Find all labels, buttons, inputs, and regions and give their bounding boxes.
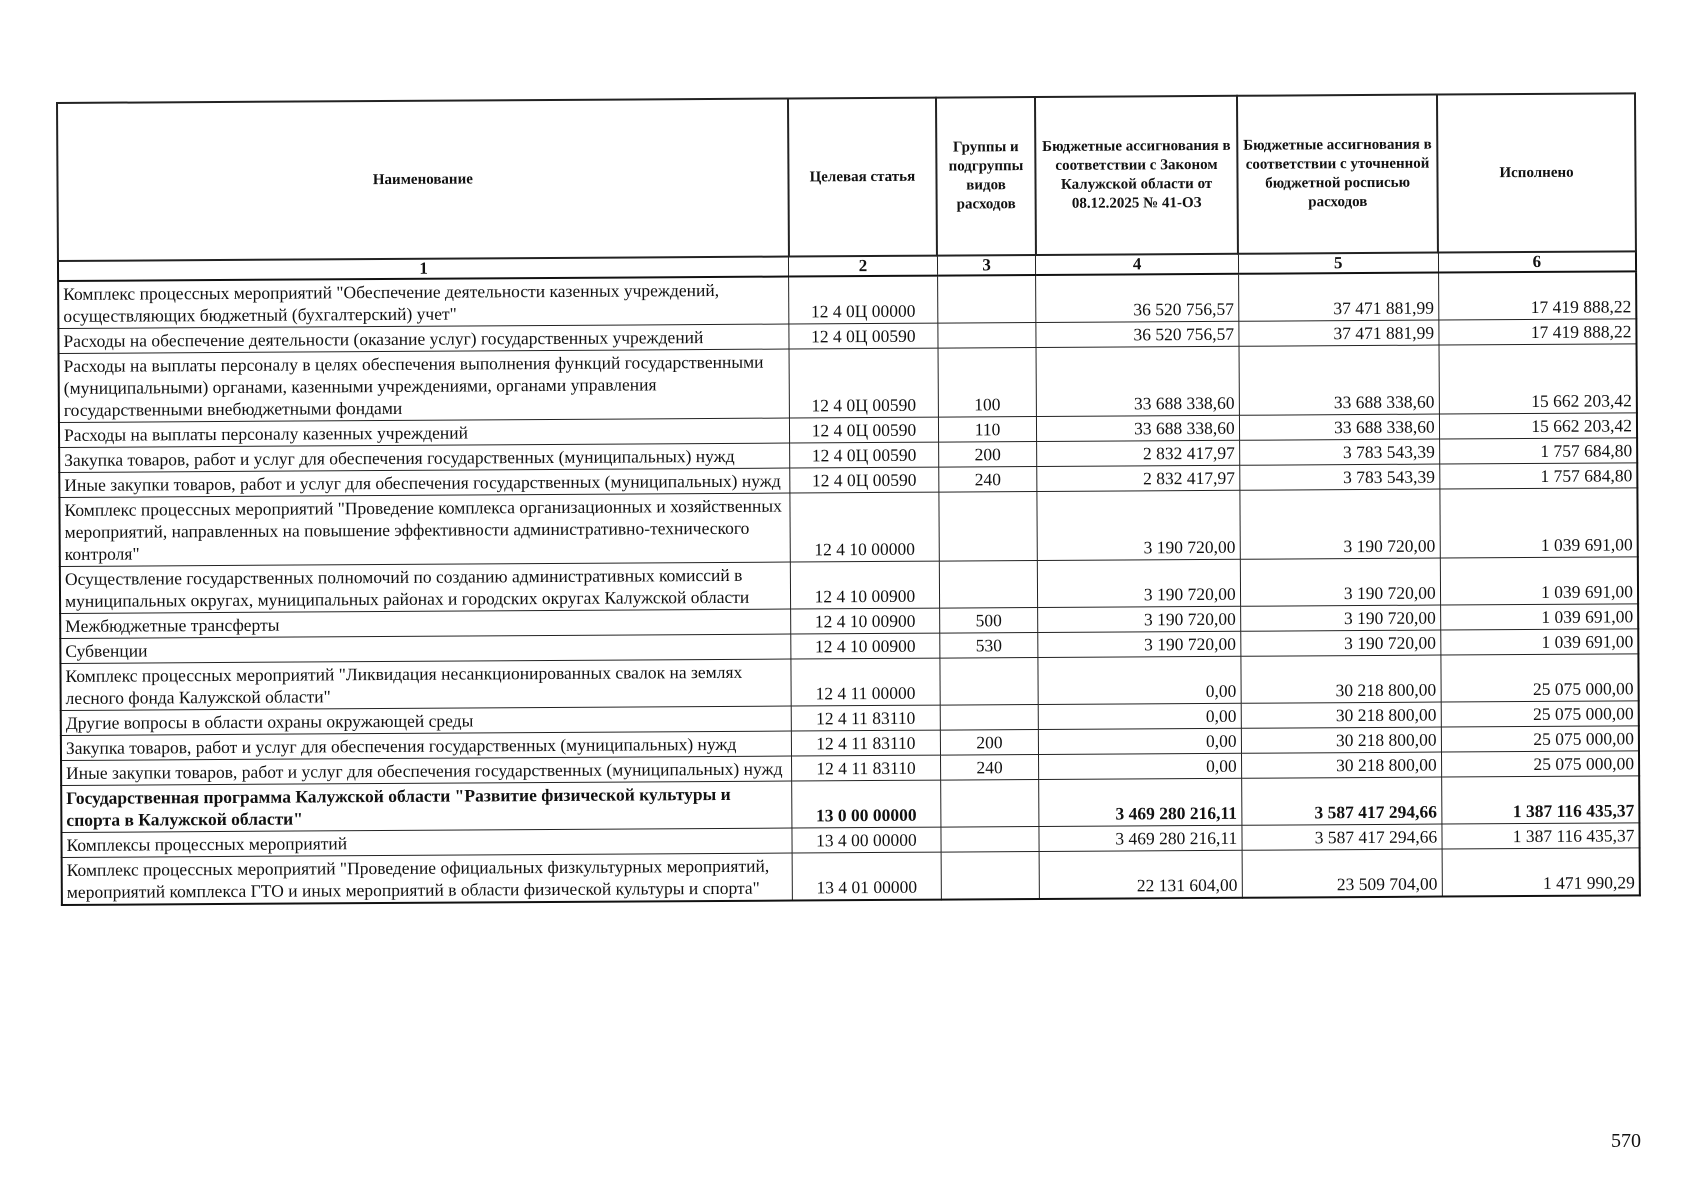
row-expense-group [937,323,1036,349]
row-name: Комплекс процессных мероприятий "Проведение официальных физкультурных мероприятий, мероприятий комплекса ГТО и иных мероприятий в области физической культуры и спорта" [62,853,793,905]
row-expense-group [939,561,1038,609]
column-number: 1 [58,257,789,281]
row-refined-allocation: 37 471 881,99 [1239,320,1439,346]
row-law-allocation: 36 520 756,57 [1036,274,1238,323]
row-law-allocation: 0,00 [1039,753,1241,779]
row-target-article: 12 4 11 83110 [792,730,940,756]
row-executed: 25 075 000,00 [1441,654,1639,702]
column-number: 3 [937,255,1036,276]
row-target-article: 12 4 10 00900 [791,633,939,659]
row-refined-allocation: 30 218 800,00 [1241,655,1441,703]
row-expense-group: 530 [939,633,1038,659]
row-expense-group: 110 [938,417,1037,443]
row-name: Государственная программа Калужской области "Развитие физической культуры и спорта в Калужской области" [61,781,792,832]
row-name: Комплексы процессных мероприятий [61,828,792,857]
row-expense-group [940,780,1039,828]
row-law-allocation: 33 688 338,60 [1037,415,1239,441]
row-name: Другие вопросы в области охраны окружающей среды [61,706,792,735]
row-refined-allocation: 3 783 543,39 [1239,439,1439,465]
row-refined-allocation: 3 587 417 294,66 [1241,777,1441,825]
row-target-article: 12 4 11 83110 [792,755,940,781]
row-expense-group [940,658,1039,706]
row-executed: 25 075 000,00 [1441,701,1639,727]
row-name: Комплекс процессных мероприятий "Обеспечение деятельности казенных учреждений, осуществляющих бюджетный (бухгалтерский) учет" [58,277,789,329]
row-executed: 15 662 203,42 [1439,413,1637,439]
row-law-allocation: 2 832 417,97 [1037,465,1239,491]
row-law-allocation: 0,00 [1039,728,1241,754]
row-expense-group [938,492,1037,562]
table-row [59,488,1637,567]
header-target-article: Целевая статья [788,98,937,257]
column-number: 4 [1036,254,1238,275]
row-refined-allocation: 3 190 720,00 [1240,630,1440,656]
row-executed: 1 039 691,00 [1440,604,1638,630]
row-refined-allocation: 3 190 720,00 [1240,489,1440,559]
column-number: 2 [789,256,937,277]
table-row [62,848,1640,905]
row-expense-group: 200 [940,730,1039,756]
row-executed: 17 419 888,22 [1438,271,1636,320]
row-name: Межбюджетные трансферты [60,609,791,638]
row-expense-group: 500 [939,608,1038,634]
row-name: Комплекс процессных мероприятий "Ликвидация несанкционированных свалок на землях лесного фонда Калужской области" [60,659,791,710]
row-refined-allocation: 33 688 338,60 [1239,414,1439,440]
row-target-article: 12 4 10 00900 [791,608,939,634]
row-law-allocation: 3 190 720,00 [1038,631,1240,657]
row-name: Закупка товаров, работ и услуг для обеспечения государственных (муниципальных) нужд [61,731,792,760]
row-law-allocation: 3 469 280 216,11 [1039,825,1241,851]
row-target-article: 12 4 0Ц 00590 [789,323,937,349]
row-expense-group: 100 [938,348,1037,418]
row-expense-group [940,705,1039,731]
row-law-allocation: 33 688 338,60 [1037,346,1240,416]
row-law-allocation: 3 190 720,00 [1037,490,1240,560]
row-target-article: 13 0 00 00000 [792,780,941,828]
row-law-allocation: 0,00 [1039,703,1241,729]
row-law-allocation: 2 832 417,97 [1037,440,1239,466]
row-target-article: 13 4 01 00000 [792,852,941,900]
table-row [59,344,1637,423]
row-expense-group [937,275,1036,323]
row-executed: 1 387 116 435,37 [1442,823,1640,849]
row-executed: 1 039 691,00 [1440,557,1638,605]
row-executed: 1 039 691,00 [1440,629,1638,655]
column-number: 6 [1438,251,1636,272]
row-name: Иные закупки товаров, работ и услуг для обеспечения государственных (муниципальных) нужд [59,468,790,497]
row-name: Комплекс процессных мероприятий "Проведение комплекса организационных и хозяйственных мероприятий, направленных на повышение эффективности административно-технического контроля" [59,493,790,566]
row-refined-allocation: 30 218 800,00 [1241,727,1441,753]
row-law-allocation: 3 190 720,00 [1038,606,1240,632]
row-executed: 1 471 990,29 [1442,848,1640,897]
row-refined-allocation: 23 509 704,00 [1242,849,1442,898]
header-law-allocations: Бюджетные ассигнования в соответствии с Законом Калужской области от 08.12.2025 № 41-ОЗ [1035,96,1238,255]
row-executed: 1 757 684,80 [1439,438,1637,464]
row-executed: 1 757 684,80 [1439,463,1637,489]
page-number: 570 [1611,1130,1641,1152]
row-target-article: 12 4 10 00900 [791,561,940,609]
header-name: Наименование [57,99,789,261]
row-refined-allocation: 3 783 543,39 [1239,464,1439,490]
header-row [57,93,1636,261]
row-executed: 25 075 000,00 [1441,751,1639,777]
row-target-article: 13 4 00 00000 [792,827,940,853]
row-refined-allocation: 30 218 800,00 [1241,752,1441,778]
header-executed: Исполнено [1437,93,1636,252]
column-number: 5 [1238,253,1438,274]
row-refined-allocation: 33 688 338,60 [1239,345,1439,415]
row-target-article: 12 4 0Ц 00590 [790,442,938,468]
row-executed: 1 039 691,00 [1440,488,1638,558]
row-name: Расходы на выплаты персоналу казенных учреждений [59,418,790,447]
row-executed: 15 662 203,42 [1439,344,1637,414]
row-refined-allocation: 37 471 881,99 [1238,273,1438,322]
row-expense-group [941,827,1040,853]
row-name: Закупка товаров, работ и услуг для обеспечения государственных (муниципальных) нужд [59,443,790,472]
header-expense-groups: Группы и подгруппы видов расходов [936,97,1036,256]
row-law-allocation: 3 469 280 216,11 [1039,778,1241,826]
row-expense-group: 240 [940,755,1039,781]
row-law-allocation: 0,00 [1038,656,1240,704]
row-executed: 1 387 116 435,37 [1441,776,1639,824]
row-target-article: 12 4 10 00000 [790,492,939,562]
row-refined-allocation: 3 587 417 294,66 [1242,824,1442,850]
row-target-article: 12 4 0Ц 00590 [790,417,938,443]
row-expense-group [941,852,1040,900]
row-expense-group: 240 [938,467,1037,493]
budget-table [56,92,1641,906]
row-refined-allocation: 30 218 800,00 [1241,702,1441,728]
row-name: Расходы на обеспечение деятельности (оказание услуг) государственных учреждений [58,324,789,353]
row-executed: 25 075 000,00 [1441,726,1639,752]
row-target-article: 12 4 11 00000 [791,658,940,706]
row-refined-allocation: 3 190 720,00 [1240,558,1440,606]
row-name: Субвенции [60,634,791,663]
row-law-allocation: 36 520 756,57 [1036,321,1238,347]
row-executed: 17 419 888,22 [1439,319,1637,345]
row-target-article: 12 4 0Ц 00590 [790,467,938,493]
row-name: Осуществление государственных полномочий по созданию административных комиссий в муниципальных округах, муниципальных районах и городских округах Калужской области [60,562,791,613]
row-name: Расходы на выплаты персоналу в целях обеспечения выполнения функций государственными (муниципальными) органами, казенными учреждениями, органами управления государственными внебюджетными фондами [59,349,790,422]
row-expense-group: 200 [938,442,1037,468]
row-name: Иные закупки товаров, работ и услуг для обеспечения государственных (муниципальных) нужд [61,756,792,785]
row-target-article: 12 4 0Ц 00590 [789,348,938,418]
row-refined-allocation: 3 190 720,00 [1240,605,1440,631]
row-law-allocation: 22 131 604,00 [1040,850,1242,899]
header-refined-allocations: Бюджетные ассигнования в соответствии с уточненной бюджетной росписью расходов [1237,95,1438,254]
row-target-article: 12 4 11 83110 [791,705,939,731]
row-law-allocation: 3 190 720,00 [1038,559,1240,607]
row-target-article: 12 4 0Ц 00000 [789,276,938,324]
